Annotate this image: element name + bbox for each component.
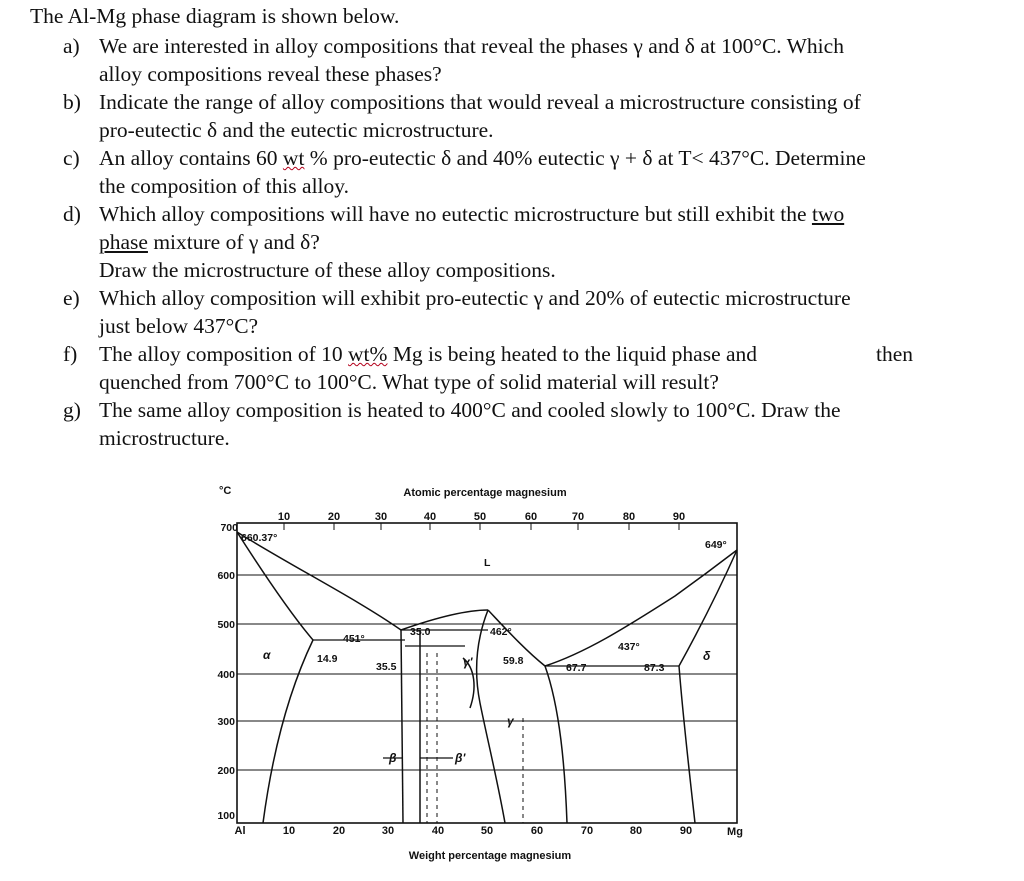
gamma-phase-label: γ bbox=[507, 714, 514, 728]
question-label: a) bbox=[63, 34, 80, 58]
phase-diagram bbox=[205, 478, 745, 870]
mg-melting-point-label: 649° bbox=[705, 539, 727, 551]
y-tick-label: 200 bbox=[217, 765, 235, 777]
text-run: Which alloy compositions will have no eutectic microstructure but still exhibit the bbox=[99, 202, 812, 226]
question-line: microstructure. bbox=[99, 426, 230, 450]
temperature-unit: °C bbox=[219, 485, 232, 497]
question-line bbox=[99, 340, 983, 368]
intro-text: The Al-Mg phase diagram is shown below. bbox=[30, 4, 400, 28]
alpha-phase-label: α bbox=[263, 648, 271, 662]
text-run: % pro-eutectic δ and 40% eutectic γ + δ at T< 437°C. Determine bbox=[304, 146, 866, 170]
bottom-tick-label: 20 bbox=[332, 825, 346, 837]
top-tick-label: 90 bbox=[672, 511, 686, 523]
gamma-solvus-right bbox=[545, 666, 567, 823]
question-label: d) bbox=[63, 202, 81, 226]
question-d bbox=[63, 200, 983, 284]
underlined-text: phase bbox=[99, 230, 148, 254]
question-f bbox=[63, 340, 983, 396]
question-c bbox=[63, 144, 983, 200]
gamma-prime-phase-label: γ' bbox=[463, 655, 473, 669]
question-line: quenched from 700°C to 100°C. What type of solid material will result? bbox=[99, 370, 719, 394]
top-tick-label: 20 bbox=[327, 511, 341, 523]
bottom-tick-label: 30 bbox=[381, 825, 395, 837]
top-tick-label: 10 bbox=[277, 511, 291, 523]
top-tick-label: 70 bbox=[571, 511, 585, 523]
y-tick-label: 300 bbox=[217, 716, 235, 728]
left-element-label: Al bbox=[234, 825, 246, 837]
text-run: then bbox=[876, 342, 914, 366]
dashed-guides bbox=[427, 653, 523, 823]
liquidus-left bbox=[237, 532, 401, 630]
phase-boundaries bbox=[237, 532, 737, 823]
text-run: Mg is being heated to the liquid phase and bbox=[387, 342, 758, 366]
alpha-solvus bbox=[263, 640, 313, 823]
composition-35-5-label: 35.5 bbox=[376, 661, 397, 673]
composition-67-7-label: 67.7 bbox=[566, 662, 587, 674]
question-line bbox=[99, 228, 983, 256]
bottom-tick-label: 90 bbox=[679, 825, 693, 837]
question-g bbox=[63, 396, 983, 452]
bottom-tick-label: 50 bbox=[480, 825, 494, 837]
question-line bbox=[99, 200, 983, 228]
question-line: alloy compositions reveal these phases? bbox=[99, 62, 442, 86]
bottom-tick-label: 70 bbox=[580, 825, 594, 837]
top-tick-label: 80 bbox=[622, 511, 636, 523]
question-line: Which alloy composition will exhibit pro-eutectic γ and 20% of eutectic microstructure bbox=[99, 286, 851, 310]
composition-59-8-label: 59.8 bbox=[503, 655, 524, 667]
delta-phase-label: δ bbox=[703, 649, 711, 663]
composition-87-3-label: 87.3 bbox=[644, 662, 665, 674]
bottom-tick-label: 40 bbox=[431, 825, 445, 837]
composition-14-9-label: 14.9 bbox=[317, 653, 338, 665]
question-line bbox=[99, 144, 983, 172]
weight-axis-title: Weight percentage magnesium bbox=[408, 850, 572, 862]
question-line: just below 437°C? bbox=[99, 314, 259, 338]
underlined-text: two bbox=[811, 202, 845, 226]
top-axis-ticks bbox=[284, 523, 679, 530]
question-line: the composition of this alloy. bbox=[99, 174, 350, 198]
composition-35-0-label: 35.0 bbox=[410, 626, 431, 638]
beta-phase-label: β bbox=[389, 751, 397, 765]
y-tick-label: 100 bbox=[217, 810, 235, 822]
eutectic-437-label: 437° bbox=[618, 641, 640, 653]
eutectic-451-label: 451° bbox=[343, 633, 365, 645]
question-e bbox=[63, 284, 983, 340]
phase-diagram-svg bbox=[205, 478, 745, 870]
bottom-tick-label: 10 bbox=[282, 825, 296, 837]
beta-left-boundary bbox=[401, 630, 403, 823]
y-tick-label: 400 bbox=[217, 669, 235, 681]
y-tick-label: 500 bbox=[217, 619, 235, 631]
question-a bbox=[63, 32, 983, 88]
text-run: The alloy composition of 10 bbox=[99, 342, 349, 366]
spellcheck-word: wt% bbox=[348, 342, 388, 366]
right-element-label: Mg bbox=[727, 826, 743, 838]
question-label: b) bbox=[63, 90, 81, 114]
y-tick-label: 600 bbox=[217, 570, 235, 582]
question-label: c) bbox=[63, 146, 80, 170]
question-line: pro-eutectic δ and the eutectic microstructure. bbox=[99, 118, 494, 142]
text-run: mixture of γ and δ? bbox=[147, 230, 320, 254]
beta-prime-phase-label: β' bbox=[455, 751, 466, 765]
liquid-phase-label: L bbox=[484, 557, 491, 569]
question-line: The same alloy composition is heated to 400°C and cooled slowly to 100°C. Draw the bbox=[99, 398, 841, 422]
question-line: We are interested in alloy compositions that reveal the phases γ and δ at 100°C. Which bbox=[99, 34, 844, 58]
top-tick-label: 30 bbox=[374, 511, 388, 523]
question-label: e) bbox=[63, 286, 80, 310]
question-label: g) bbox=[63, 398, 81, 422]
atomic-axis-title: Atomic percentage magnesium bbox=[403, 487, 567, 499]
peritectic-462-label: 462° bbox=[490, 626, 512, 638]
gamma-solvus-left bbox=[477, 610, 505, 823]
y-tick-label: 700 bbox=[220, 522, 238, 534]
bottom-tick-label: 80 bbox=[629, 825, 643, 837]
bottom-tick-label: 60 bbox=[530, 825, 544, 837]
spellcheck-word: wt bbox=[282, 146, 305, 170]
delta-solvus bbox=[679, 666, 695, 823]
question-line: Indicate the range of alloy compositions that would reveal a microstructure consisting of bbox=[99, 90, 861, 114]
question-label: f) bbox=[63, 342, 78, 366]
question-list bbox=[63, 32, 983, 452]
text-run: An alloy contains 60 bbox=[99, 146, 283, 170]
top-tick-label: 40 bbox=[423, 511, 437, 523]
al-melting-point-label: 660.37° bbox=[241, 532, 278, 544]
top-tick-label: 50 bbox=[473, 511, 487, 523]
question-b bbox=[63, 88, 983, 144]
question-line: Draw the microstructure of these alloy compositions. bbox=[99, 258, 556, 282]
top-tick-label: 60 bbox=[524, 511, 538, 523]
